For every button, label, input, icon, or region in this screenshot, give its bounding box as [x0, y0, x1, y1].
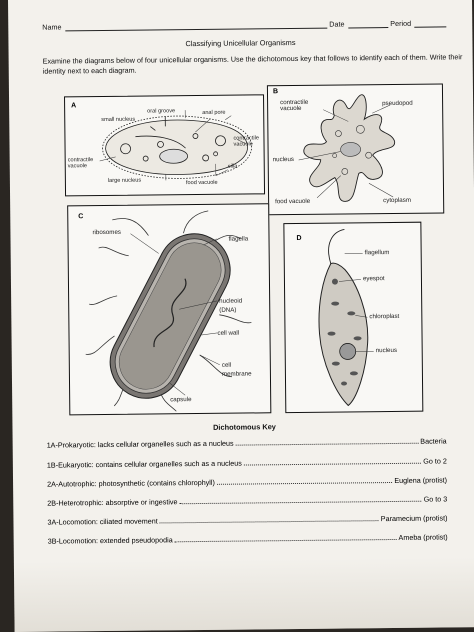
label-cell-membrane: cell membrane: [221, 361, 252, 378]
label-small-nucleus: small nucleus: [101, 116, 136, 124]
leader-dots: [217, 476, 393, 485]
key-row-description: 2B-Heterotrophic: absorptive or ingestive: [47, 497, 178, 508]
label-food-vacuole-b: food vacuole: [275, 197, 311, 206]
page-title: Classifying Unicellular Organisms: [185, 37, 296, 49]
key-row-result: Go to 3: [423, 494, 448, 504]
label-flagellum: flagellum: [364, 249, 390, 257]
instructions: Examine the diagrams below of four unicellular organisms. Use the dichotomous key that follows to identify each of them. Write their identity next to each diagram.: [42, 52, 463, 76]
label-nucleoid: nucleoid (DNA): [219, 297, 243, 314]
date-field-line[interactable]: [348, 27, 388, 28]
name-field-line[interactable]: [65, 28, 327, 32]
key-row-description: 3A-Locomotion: ciliated movement: [47, 516, 158, 527]
worksheet-page: [8, 0, 474, 632]
label-eyespot: eyespot: [362, 275, 385, 283]
label-ribosomes: ribosomes: [92, 228, 122, 237]
diagram-c-letter: C: [78, 213, 84, 221]
key-row-description: 1B-Eukaryotic: contains cellular organelles such as a nucleus: [46, 458, 242, 470]
key-row: [47, 456, 447, 469]
key-row-description: 3B-Locomotion: extended pseudopodia: [47, 535, 173, 546]
label-oral-groove: oral groove: [147, 108, 176, 115]
diagram-d-box: [283, 222, 423, 413]
label-flagella: flagella: [228, 235, 249, 243]
key-row-description: 2A-Autotrophic: photosynthetic (contains chlorophyll): [47, 477, 215, 489]
label-contractile-vacuole: contractile vacuole: [280, 98, 309, 113]
leader-dots: [244, 457, 422, 466]
key-row: [48, 532, 448, 545]
label-cytoplasm: cytoplasm: [383, 196, 412, 205]
label-pseudopod: pseudopod: [382, 99, 413, 108]
label-nucleus-d: nucleus: [375, 346, 398, 355]
page-shadow: [14, 557, 474, 632]
key-row: [47, 513, 447, 526]
label-contractile-vacuole-right: contractile vacuole: [233, 135, 259, 148]
diagram-d-letter: D: [296, 234, 302, 242]
key-row: [47, 494, 447, 507]
key-row: [47, 436, 447, 449]
diagram-a-box: [64, 94, 265, 196]
period-field-line[interactable]: [414, 26, 446, 27]
diagram-b-letter: B: [272, 88, 279, 96]
key-row: [47, 475, 447, 488]
key-row-result: Go to 2: [423, 456, 447, 466]
name-label: Name: [42, 22, 62, 32]
period-label: Period: [390, 18, 412, 28]
label-capsule: capsule: [170, 396, 192, 404]
label-large-nucleus: large nucleus: [107, 177, 142, 184]
diagram-b-box: [267, 83, 444, 215]
label-cell-wall: cell wall: [217, 329, 240, 337]
leader-dots: [236, 437, 419, 446]
leader-dots: [179, 495, 421, 505]
diagram-a-letter: A: [71, 102, 77, 110]
label-cilia: cilia: [227, 163, 238, 170]
key-row-result: Bacteria: [420, 436, 447, 446]
leader-dots: [175, 533, 397, 542]
label-contractile-vacuole-left: contractile vacuole: [67, 157, 94, 170]
leader-dots: [160, 514, 379, 523]
diagram-c-box: [67, 203, 271, 415]
euglena-drawing: [284, 223, 423, 413]
key-row-description: 1A-Prokaryotic: lacks cellular organelles such as a nucleus: [46, 438, 234, 450]
key-row-result: Ameba (protist): [398, 532, 448, 542]
date-label: Date: [329, 19, 345, 29]
label-food-vacuole: food vacuole: [185, 179, 218, 187]
label-anal-pore: anal pore: [202, 109, 226, 116]
key-row-result: Euglena (protist): [394, 475, 448, 485]
key-title: Dichotomous Key: [213, 422, 276, 432]
label-chloroplast: chloroplast: [369, 312, 400, 321]
key-row-result: Paramecium (protist): [380, 513, 448, 524]
label-nucleus-b: nucleus: [272, 156, 295, 164]
